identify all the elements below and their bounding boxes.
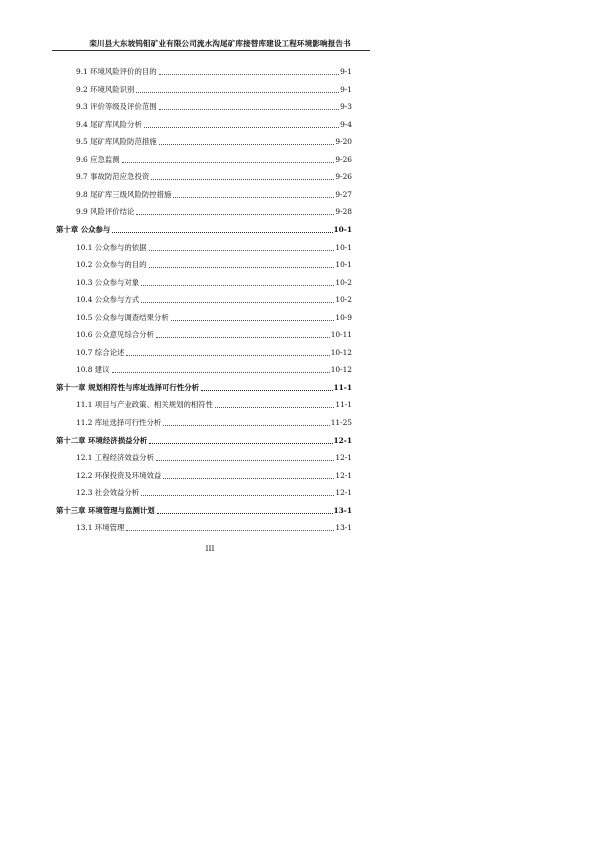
toc-entry-page: 9-28	[335, 207, 352, 217]
toc-entry-page: 13-1	[335, 523, 352, 533]
toc-dot-leader	[112, 372, 330, 373]
toc-chapter-entry[interactable]	[56, 435, 352, 447]
toc-entry-page: 9-3	[340, 102, 352, 112]
toc-dot-leader	[136, 92, 339, 93]
toc-dot-leader	[159, 144, 335, 145]
toc-section-entry[interactable]	[76, 136, 352, 148]
toc-dot-leader	[163, 478, 334, 479]
toc-entry-page: 12-1	[335, 470, 352, 480]
toc-entry-title: 10.3 公众参与对象	[76, 277, 140, 287]
toc-section-entry[interactable]	[76, 154, 352, 166]
toc-entry-page: 9-1	[340, 67, 352, 76]
toc-section-entry[interactable]	[76, 399, 352, 411]
toc-dot-leader	[157, 513, 333, 514]
toc-entry-page: 12-1	[335, 453, 352, 463]
toc-entry-title: 9.7 事故防范应急投资	[76, 172, 150, 182]
toc-dot-leader	[141, 285, 334, 286]
toc-section-entry[interactable]	[76, 347, 352, 359]
toc-entry-page: 9-27	[335, 189, 352, 199]
toc-dot-leader	[144, 127, 339, 128]
toc-section-entry[interactable]	[76, 452, 352, 464]
toc-entry-title: 9.8 尾矿库三级风险防控措施	[76, 189, 172, 199]
toc-section-entry[interactable]	[76, 101, 352, 113]
toc-entry-page: 10-9	[335, 312, 352, 322]
document-header-title: 栾川县大东坡钨钼矿业有限公司流水沟尾矿库接替库建设工程环境影响报告书	[89, 39, 351, 48]
toc-dot-leader	[126, 355, 329, 356]
toc-section-entry[interactable]	[76, 329, 352, 341]
toc-section-entry[interactable]	[76, 312, 352, 324]
toc-entry-page: 9-26	[335, 172, 352, 182]
toc-dot-leader	[149, 250, 335, 251]
toc-section-entry[interactable]	[76, 487, 352, 499]
toc-dot-leader	[151, 179, 334, 180]
toc-entry-page: 10-1	[333, 225, 352, 234]
toc-dot-leader	[156, 337, 330, 338]
toc-section-entry[interactable]	[76, 171, 352, 183]
toc-section-entry[interactable]	[76, 277, 352, 289]
toc-entry-title: 第十一章 规划相符性与库址选择可行性分析	[56, 382, 199, 392]
toc-entry-title: 11.2 库址选择可行性分析	[76, 418, 162, 427]
toc-entry-title: 9.2 环境风险识别	[76, 84, 135, 94]
toc-dot-leader	[159, 74, 339, 75]
toc-dot-leader	[141, 302, 334, 303]
toc-entry-page: 10-1	[335, 242, 352, 252]
toc-dot-leader	[141, 495, 334, 496]
toc-entry-page: 10-11	[330, 330, 352, 340]
toc-entry-page: 9-4	[340, 119, 352, 129]
toc-dot-leader	[201, 390, 333, 391]
toc-section-entry[interactable]	[76, 84, 352, 96]
toc-dot-leader	[126, 530, 334, 531]
toc-dot-leader	[122, 162, 335, 163]
toc-entry-title: 9.3 评价等级及评价范围	[76, 102, 157, 112]
toc-section-entry[interactable]	[76, 242, 352, 254]
toc-entry-title: 9.9 风险评价结论	[76, 207, 135, 217]
toc-entry-page: 11-1	[335, 400, 352, 410]
toc-section-entry[interactable]	[76, 294, 352, 306]
toc-entry-page: 9-26	[335, 154, 352, 164]
toc-dot-leader	[156, 460, 334, 461]
toc-dot-leader	[149, 443, 332, 444]
toc-chapter-entry[interactable]	[56, 505, 352, 517]
toc-dot-leader	[136, 214, 334, 215]
toc-entry-page: 9-20	[335, 137, 352, 147]
toc-section-entry[interactable]	[76, 66, 352, 78]
toc-entry-page: 9-1	[340, 84, 352, 94]
toc-section-entry[interactable]	[76, 119, 352, 131]
toc-entry-title: 9.1 环境风险评价的目的	[76, 67, 157, 76]
toc-entry-title: 10.6 公众意见综合分析	[76, 330, 154, 340]
toc-dot-leader	[215, 407, 334, 408]
page-number: III	[205, 544, 215, 553]
toc-entry-page: 10-2	[335, 295, 352, 305]
toc-entry-title: 第十二章 环境经济损益分析	[56, 435, 148, 445]
toc-entry-title: 9.6 应急监测	[76, 154, 120, 164]
toc-entry-title: 10.4 公众参与方式	[76, 295, 140, 305]
toc-section-entry[interactable]	[76, 470, 352, 482]
toc-entry-title: 第十三章 环境管理与监测计划	[56, 505, 155, 515]
toc-entry-title: 第十章 公众参与	[56, 225, 111, 234]
toc-entry-page: 11-25	[330, 418, 352, 427]
toc-entry-page: 10-2	[335, 277, 352, 287]
toc-entry-page: 10-12	[330, 365, 352, 375]
toc-entry-page: 12-1	[333, 435, 352, 445]
toc-entry-title: 9.5 尾矿库风险防范措施	[76, 137, 157, 147]
toc-dot-leader	[173, 197, 334, 198]
toc-entry-title: 10.7 综合论述	[76, 347, 125, 357]
toc-section-entry[interactable]	[76, 189, 352, 201]
toc-entry-title: 10.5 公众参与调查结果分析	[76, 312, 169, 322]
toc-section-entry[interactable]	[76, 522, 352, 534]
toc-entry-title: 12.2 环保投资及环境效益	[76, 470, 162, 480]
toc-entry-title: 10.2 公众参与的目的	[76, 260, 147, 270]
toc-section-entry[interactable]	[76, 364, 352, 376]
toc-entry-title: 12.3 社会效益分析	[76, 488, 140, 498]
toc-chapter-entry[interactable]	[56, 224, 352, 236]
toc-entry-page: 10-12	[330, 347, 352, 357]
toc-section-entry[interactable]	[76, 206, 352, 218]
toc-dot-leader	[149, 267, 335, 268]
toc-entry-title: 9.4 尾矿库风险分析	[76, 119, 142, 129]
toc-section-entry[interactable]	[76, 259, 352, 271]
toc-entry-page: 11-1	[333, 382, 352, 392]
toc-dot-leader	[163, 425, 329, 426]
toc-entry-page: 12-1	[335, 488, 352, 498]
toc-entry-title: 11.1 项目与产业政策、相关规划的相符性	[76, 400, 214, 410]
toc-section-entry[interactable]	[76, 417, 352, 429]
toc-chapter-entry[interactable]	[56, 382, 352, 394]
toc-entry-page: 10-1	[335, 260, 352, 270]
toc-entry-title: 10.8 建议	[76, 365, 110, 375]
toc-entry-title: 10.1 公众参与的依据	[76, 242, 147, 252]
toc-entry-title: 12.1 工程经济效益分析	[76, 453, 154, 463]
toc-entry-title: 13.1 环境管理	[76, 523, 125, 533]
toc-dot-leader	[159, 109, 339, 110]
toc-dot-leader	[112, 232, 332, 233]
toc-entry-page: 13-1	[333, 505, 352, 515]
toc-dot-leader	[171, 320, 335, 321]
